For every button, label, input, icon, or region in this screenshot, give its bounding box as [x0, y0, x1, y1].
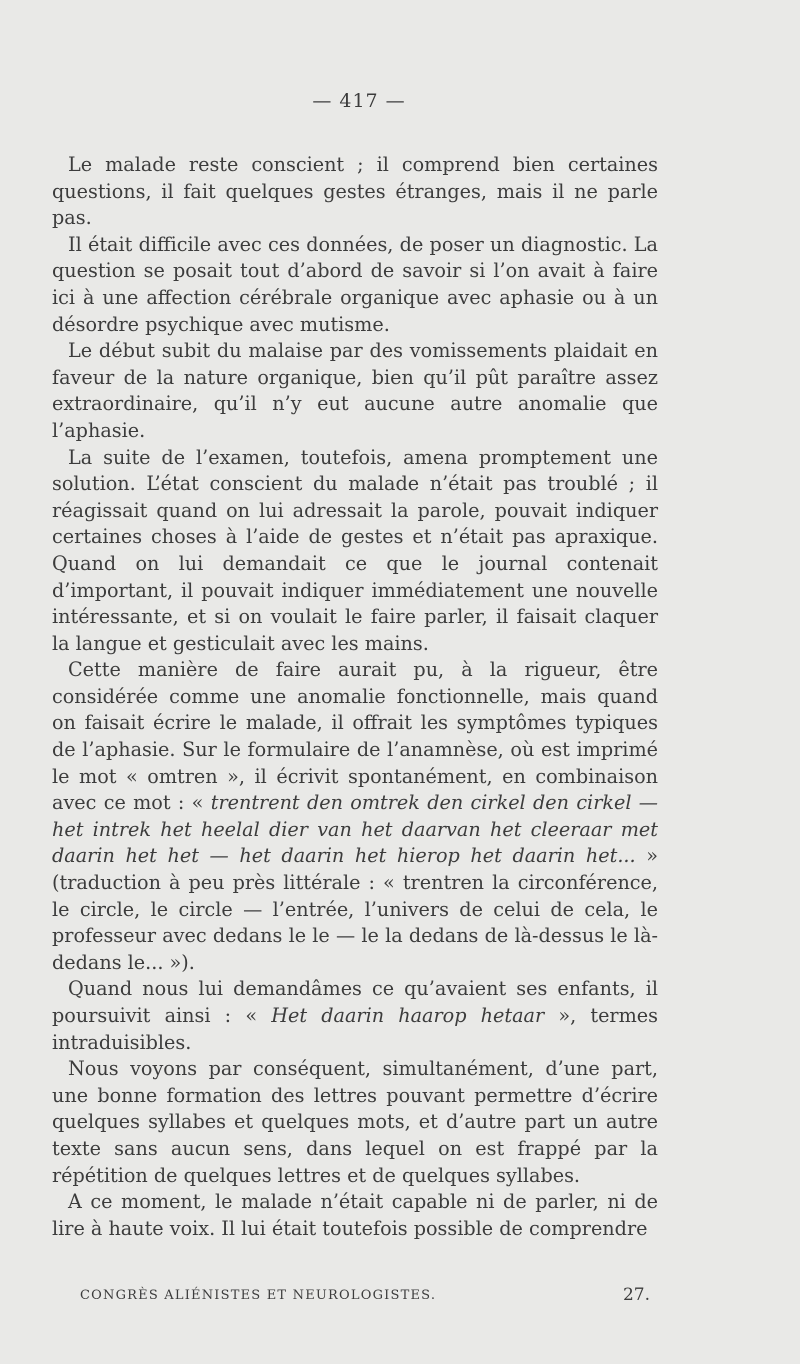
paragraph — [52, 657, 658, 976]
paragraph — [52, 1056, 658, 1189]
paragraph — [52, 1189, 658, 1242]
running-title: CONGRÈS ALIÉNISTES ET NEUROLOGISTES. — [80, 1288, 437, 1303]
quoted-italic-text: Het daarin haarop hetaar — [271, 1004, 545, 1027]
paragraph-text: A ce moment, le malade n’était capable ni de parler, ni de lire à haute voix. Il lui était toutefois possible de comprendre — [52, 1190, 658, 1240]
paragraph-text: Il était difficile avec ces données, de poser un diagnostic. La question se posait tout d’abord de savoir si l’on avait à faire ici à une affection cérébrale organique avec aphasie ou à un désordre psychique avec mutisme. — [52, 232, 658, 336]
paragraph-text: Le malade reste conscient ; il comprend bien certaines questions, il fait quelques gestes étranges, mais il ne parle pas. — [52, 153, 658, 230]
page-number: — 417 — — [312, 90, 406, 112]
paragraph-text: Le début subit du malaise par des vomissements plaidait en faveur de la nature organique, bien qu’il pût paraître assez extraordinaire, qu’il n’y eut aucune autre anomalie que l’aphasie. — [52, 339, 658, 442]
paragraph — [52, 976, 658, 1056]
paragraph-text: Cette manière de faire aurait pu, à la rigueur, être considérée comme une anomalie fonctionnelle, mais quand on faisait écrire le malade, il offrait les symptômes typiques de l’aphasie. Sur le formulaire de l’anamnèse, où est imprimé le mot « omtren », il écrivit spontanément, en combinaison avec ce mot : « — [52, 658, 658, 815]
paragraph — [52, 152, 658, 232]
paragraph-text: », termes intraduisibles. — [52, 1004, 658, 1054]
paragraph-text: Nous voyons par conséquent, simultanément, d’une part, une bonne formation des lettres pouvant permettre d’écrire quelques syllabes et quelques mots, et d’autre part un autre texte sans aucun sens, dans lequel on est frappé par la répétition de quelques lettres et de quelques syllabes. — [52, 1057, 658, 1187]
paragraph-text: Quand nous lui demandâmes ce qu’avaient ses enfants, il poursuivit ainsi : « — [52, 977, 658, 1027]
quoted-italic-text: trentrent den omtrek den cirkel den cirkel — het intrek het heelal dier van het daarvan het cleeraar met daarin het het — het daarin het hierop het daarin het... — [52, 791, 658, 868]
page-body — [52, 90, 658, 1242]
paragraph-text: La suite de l’examen, toutefois, amena promptement une solution. L’état conscient du malade n’était pas troublé ; il réagissait quand on lui adressait la parole, pouvait indiquer certaines choses à l’aide de gestes et n’était pas apraxique. Quand on lui demandait ce que le journal contenait d’important, il pouvait indiquer immédiatement une nouvelle intéressante, et si on voulait le faire parler, il faisait claquer la langue et gesticulait avec les mains. — [52, 445, 658, 655]
text-body — [52, 152, 658, 1242]
signature-mark: 27. — [622, 1285, 650, 1305]
paragraph — [52, 445, 658, 658]
page-footer — [80, 1285, 650, 1305]
paragraph-text: » (traduction à peu près littérale : « trentren la circonférence, le circle, le circle — l’entrée, l’univers de celui de cela, le professeur avec dedans le le — le la dedans de là-dessus le là-dedans le... »). — [52, 844, 659, 974]
paragraph — [52, 232, 658, 338]
paragraph — [52, 338, 658, 444]
